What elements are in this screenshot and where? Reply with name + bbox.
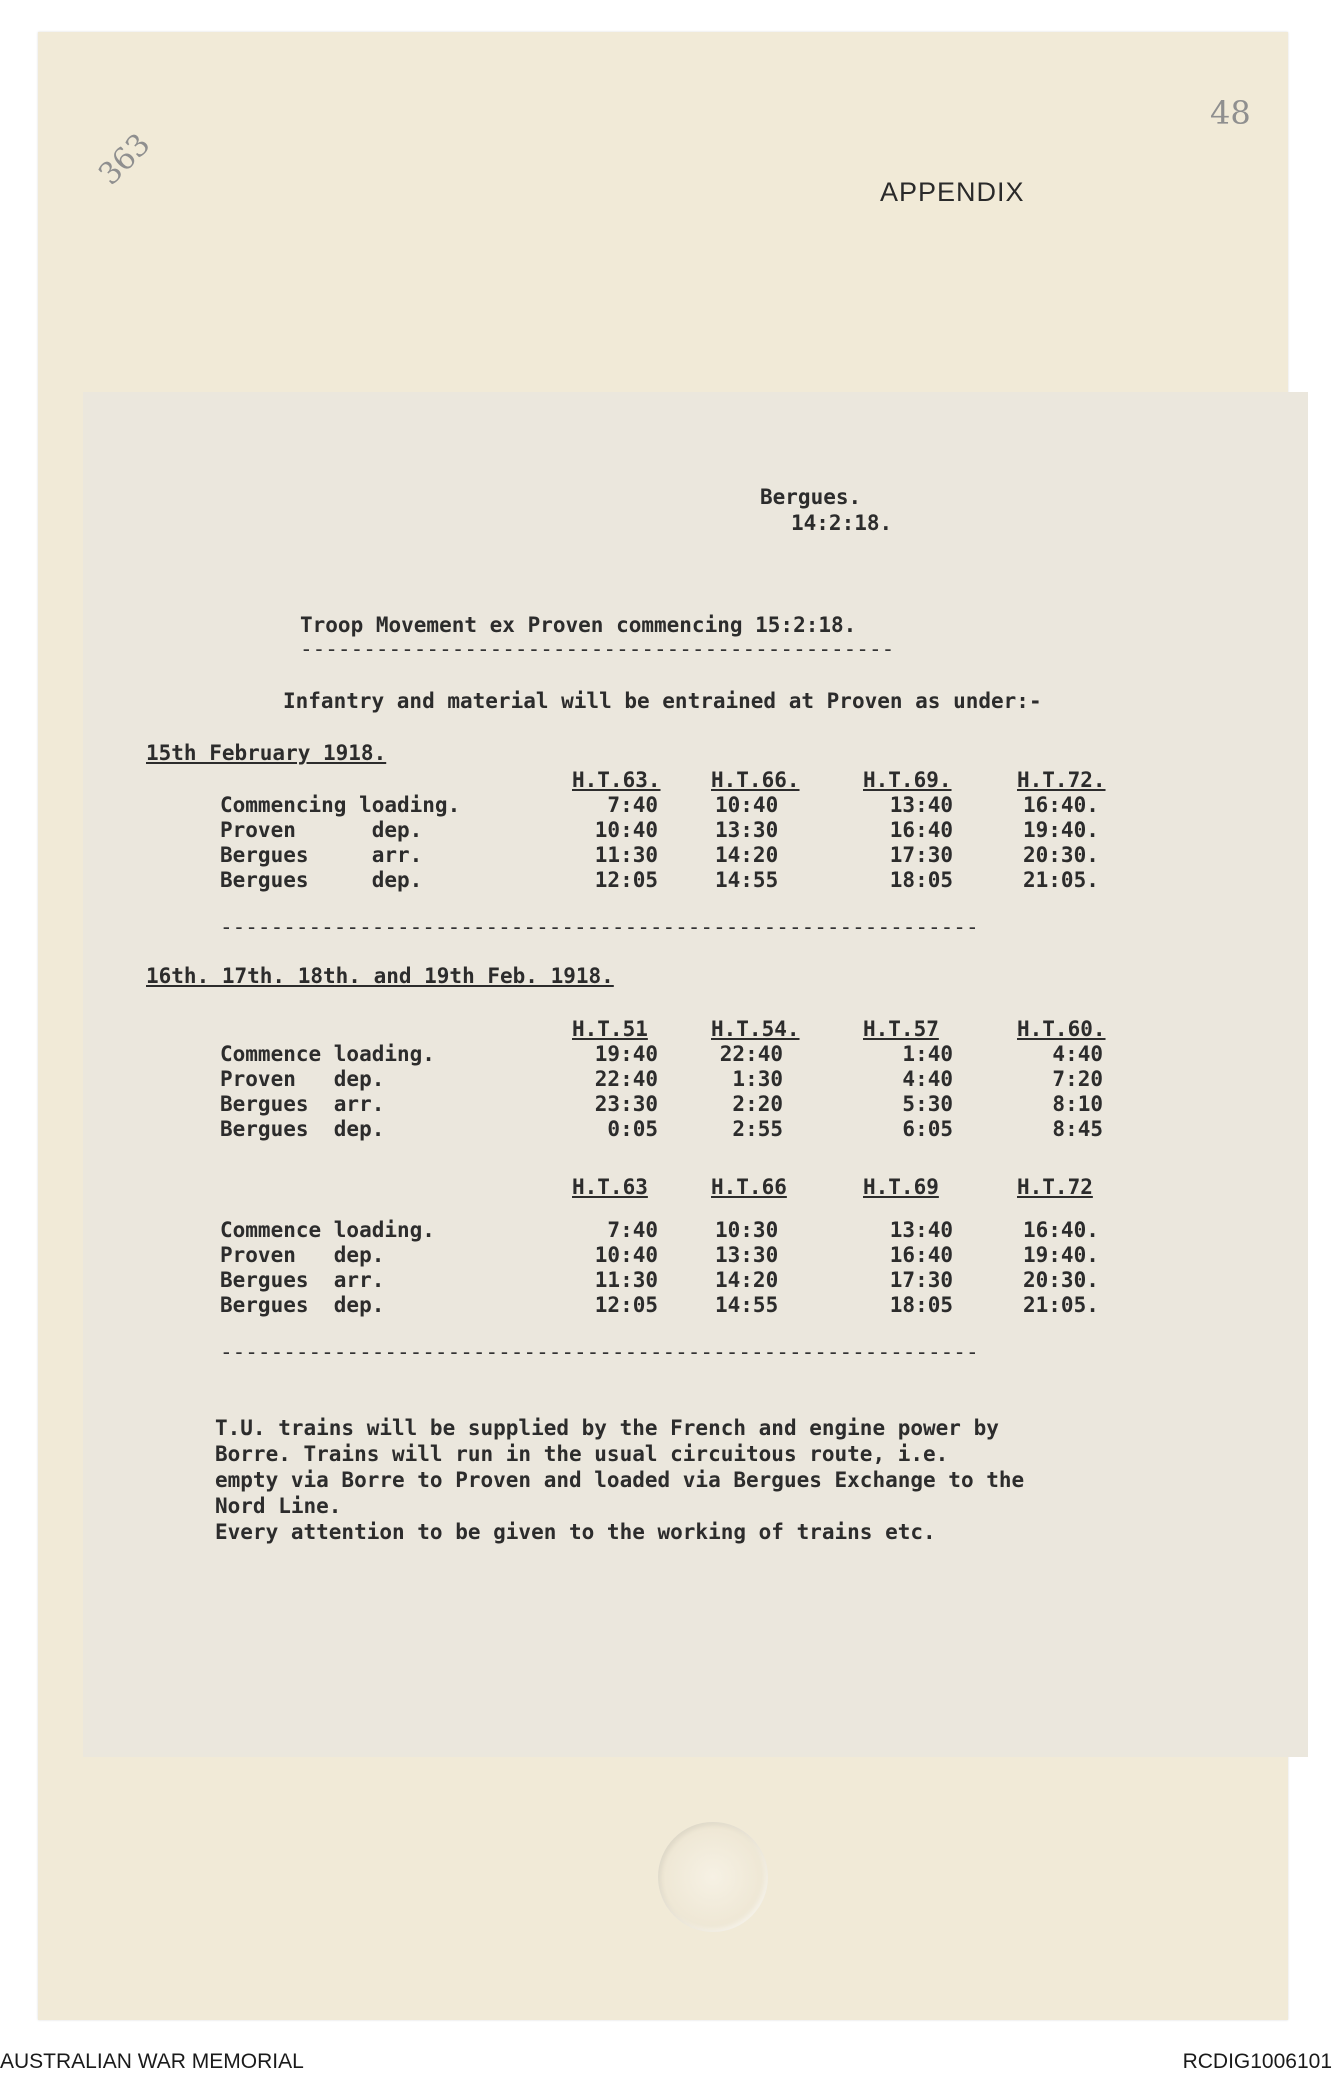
s2b-header-3: H.T.69 (863, 1175, 939, 1199)
s2b-row3-time4: 20:30. (1023, 1268, 1099, 1292)
s2b-row2-time4: 19:40. (1023, 1243, 1099, 1267)
s2b-row3-time2: 14:20 (715, 1268, 779, 1292)
s1-row4-time1: 12:05 (594, 868, 658, 892)
s2b-row1-label: Commence loading. (220, 1218, 435, 1242)
s2a-row3-time1: 23:30 (594, 1092, 658, 1116)
footer-id: RCDIG1006101 (1182, 2050, 1332, 2073)
s2a-row2-time4: 7:20 (1052, 1067, 1103, 1091)
s2a-row1-time2: 22:40 (719, 1042, 783, 1066)
s2a-row4-time1: 0:05 (607, 1117, 658, 1141)
s2a-row3-time4: 8:10 (1052, 1092, 1103, 1116)
letter-date: 14:2:18. (791, 511, 893, 535)
closing-line-4: Nord Line. (215, 1494, 342, 1518)
s2b-header-1: H.T.63 (572, 1175, 648, 1199)
s1-row1-time3: 13:40 (889, 793, 953, 817)
embossed-seal (658, 1822, 768, 1932)
s2b-row2-time1: 10:40 (594, 1243, 658, 1267)
s1-row1-time4: 16:40. (1023, 793, 1099, 817)
closing-line-3: empty via Borre to Proven and loaded via Bergues Exchange to the (215, 1468, 1025, 1492)
section1-heading: 15th February 1918. (146, 741, 387, 765)
s1-row2-label: Proven dep. (220, 818, 423, 842)
s2a-row4-time2: 2:55 (732, 1117, 783, 1141)
s2a-header-2: H.T.54. (711, 1017, 800, 1041)
s2b-row4-time2: 14:55 (715, 1293, 779, 1317)
closing-line-1: T.U. trains will be supplied by the French and engine power by (215, 1416, 999, 1440)
s2a-row3-time3: 5:30 (902, 1092, 953, 1116)
closing-line-5: Every attention to be given to the working of trains etc. (215, 1520, 936, 1544)
s1-row3-time3: 17:30 (889, 843, 953, 867)
s1-header-2: H.T.66. (711, 768, 800, 792)
s2b-row1-time3: 13:40 (889, 1218, 953, 1242)
closing-line-2: Borre. Trains will run in the usual circuitous route, i.e. (215, 1442, 949, 1466)
folio-number: 48 (1210, 94, 1251, 132)
s1-header-1: H.T.63. (572, 768, 661, 792)
s2a-row4-label: Bergues dep. (220, 1117, 385, 1141)
s2a-row1-time3: 1:40 (902, 1042, 953, 1066)
s2a-row4-time3: 6:05 (902, 1117, 953, 1141)
s1-row2-time4: 19:40. (1023, 818, 1099, 842)
s1-row3-time4: 20:30. (1023, 843, 1099, 867)
s2b-row1-time1: 7:40 (607, 1218, 658, 1242)
s2a-row3-label: Bergues arr. (220, 1092, 385, 1116)
letter-place: Bergues. (760, 485, 862, 509)
s1-header-3: H.T.69. (863, 768, 952, 792)
s2b-header-4: H.T.72 (1017, 1175, 1093, 1199)
s1-row3-label: Bergues arr. (220, 843, 423, 867)
document-page (38, 32, 1288, 2020)
s1-row1-time2: 10:40 (715, 793, 779, 817)
s2a-row2-label: Proven dep. (220, 1067, 385, 1091)
s1-row4-label: Bergues dep. (220, 868, 423, 892)
s1-row2-time2: 13:30 (715, 818, 779, 842)
s2a-header-1: H.T.51 (572, 1017, 648, 1041)
s2a-row1-time4: 4:40 (1052, 1042, 1103, 1066)
s2b-row2-time3: 16:40 (889, 1243, 953, 1267)
section2-rule: ------------------------------------------------------------ (220, 1340, 979, 1364)
s2b-header-2: H.T.66 (711, 1175, 787, 1199)
title-rule: ----------------------------------------------- (300, 637, 895, 661)
document-title: Troop Movement ex Proven commencing 15:2:18. (300, 613, 857, 637)
s2b-row3-label: Bergues arr. (220, 1268, 385, 1292)
section2-heading: 16th. 17th. 18th. and 19th Feb. 1918. (146, 964, 614, 988)
appendix-label: APPENDIX (880, 177, 1025, 207)
s1-row1-label: Commencing loading. (220, 793, 461, 817)
s2a-header-3: H.T.57 (863, 1017, 939, 1041)
s2a-row2-time2: 1:30 (732, 1067, 783, 1091)
s2b-row1-time2: 10:30 (715, 1218, 779, 1242)
typed-sheet (83, 392, 1308, 1757)
s2b-row4-time4: 21:05. (1023, 1293, 1099, 1317)
s1-row4-time2: 14:55 (715, 868, 779, 892)
s1-row1-time1: 7:40 (607, 793, 658, 817)
s2a-row2-time1: 22:40 (594, 1067, 658, 1091)
section1-rule: ------------------------------------------------------------ (220, 915, 979, 939)
s2b-row2-label: Proven dep. (220, 1243, 385, 1267)
s2a-row1-time1: 19:40 (594, 1042, 658, 1066)
s2b-row4-time1: 12:05 (594, 1293, 658, 1317)
s2a-row3-time2: 2:20 (732, 1092, 783, 1116)
s2b-row4-time3: 18:05 (889, 1293, 953, 1317)
s2a-row1-label: Commence loading. (220, 1042, 435, 1066)
s1-row3-time2: 14:20 (715, 843, 779, 867)
intro-line: Infantry and material will be entrained at Proven as under:- (283, 689, 1042, 713)
item-number: 363 (92, 126, 158, 193)
s2a-row2-time3: 4:40 (902, 1067, 953, 1091)
s2b-row1-time4: 16:40. (1023, 1218, 1099, 1242)
s1-row3-time1: 11:30 (594, 843, 658, 867)
s1-row4-time3: 18:05 (889, 868, 953, 892)
footer-source: AUSTRALIAN WAR MEMORIAL (0, 2050, 304, 2073)
s1-row4-time4: 21:05. (1023, 868, 1099, 892)
s1-row2-time1: 10:40 (594, 818, 658, 842)
s1-row2-time3: 16:40 (889, 818, 953, 842)
s2a-row4-time4: 8:45 (1052, 1117, 1103, 1141)
s2b-row3-time1: 11:30 (594, 1268, 658, 1292)
s2a-header-4: H.T.60. (1017, 1017, 1106, 1041)
closing-paragraph (215, 1415, 1225, 1545)
s1-header-4: H.T.72. (1017, 768, 1106, 792)
s2b-row4-label: Bergues dep. (220, 1293, 385, 1317)
s2b-row2-time2: 13:30 (715, 1243, 779, 1267)
s2b-row3-time3: 17:30 (889, 1268, 953, 1292)
